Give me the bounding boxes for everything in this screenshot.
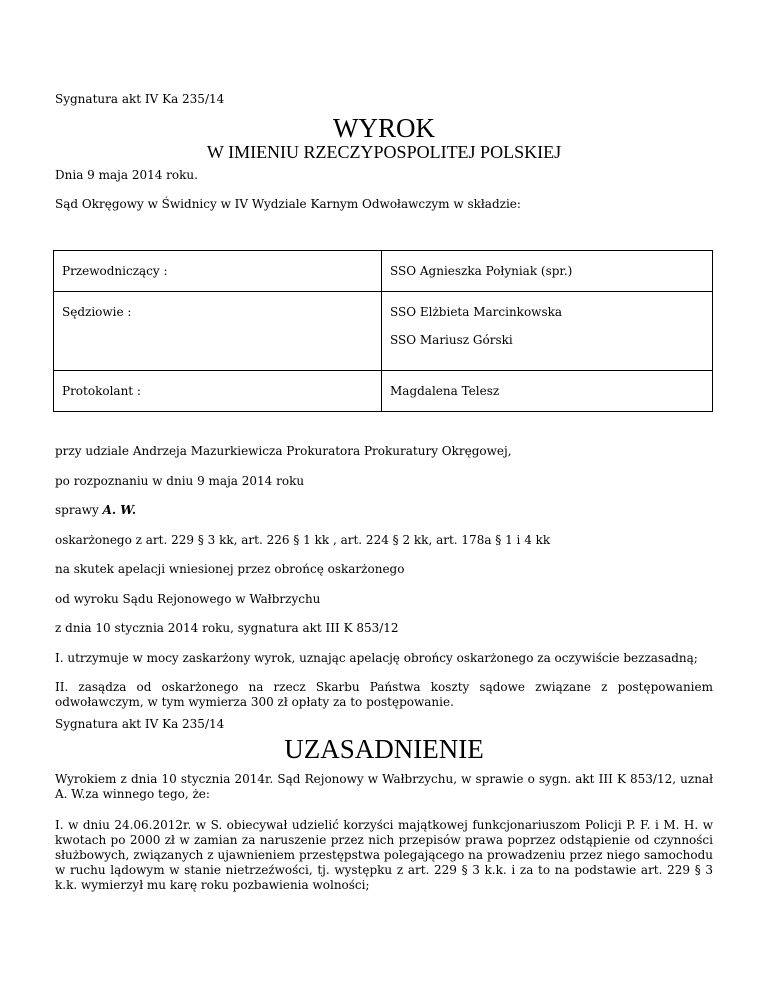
document-subtitle: W IMIENIU RZECZYPOSPOLITEJ POLSKIEJ xyxy=(206,142,562,162)
date-signature-line: z dnia 10 stycznia 2014 roku, sygnatura akt III K 853/12 xyxy=(55,621,399,635)
judges-label: Sędziowie : xyxy=(62,305,132,319)
verdict-point-2: II. zasądza od oskarżonego na rzecz Skarbu Państwa koszty sądowe związane z postępowaniem odwoławczym, w tym wymierza 300 zł opłaty za to postępowanie. xyxy=(55,680,713,709)
judge-2-name: SSO Mariusz Górski xyxy=(390,333,513,347)
judgment-line: od wyroku Sądu Rejonowego w Wałbrzychu xyxy=(55,592,321,606)
heard-line: po rozpoznaniu w dniu 9 maja 2014 roku xyxy=(55,474,305,488)
table-row xyxy=(54,251,713,292)
reasons-intro: Wyrokiem z dnia 10 stycznia 2014r. Sąd Rejonowy w Wałbrzychu, w sprawie o sygn. akt III K 853/12, uznał A. W.za winnego tego, że: xyxy=(55,772,713,801)
reasons-point-1: I. w dniu 24.06.2012r. w S. obiecywał udzielić korzyści majątkowej funkcjonariuszom Policji P. F. i M. H. w kwotach po 2000 zł w zamian za naruszenie przez nich przepisów prawa poprzez odstąpienie od czynności służbowych, związanych z ujawnieniem przestępstwa polegającego na prowadzeniu przez niego samochodu w ruchu lądowym w stanie nietrzeźwości, tj. występku z art. 229 § 3 k.k. i za to na podstawie art. 229 § 3 k.k. wymierzył mu karę roku pozbawienia wolności; xyxy=(55,818,713,892)
defendant-name: A. W. xyxy=(102,503,137,517)
panel-table xyxy=(53,250,713,412)
reasons-title: UZASADNIENIE xyxy=(284,734,484,764)
appeal-line: na skutek apelacji wniesionej przez obrońcę oskarżonego xyxy=(55,562,405,576)
court-line: Sąd Okręgowy w Świdnicy w IV Wydziale Karnym Odwoławczym w składzie: xyxy=(55,197,521,211)
date-line: Dnia 9 maja 2014 roku. xyxy=(55,168,198,182)
case-signature-bottom: Sygnatura akt IV Ka 235/14 xyxy=(55,717,225,731)
table-row xyxy=(54,292,713,371)
table-row xyxy=(54,371,713,412)
judge-1-name: SSO Elżbieta Marcinkowska xyxy=(390,305,563,319)
document-title: WYROK xyxy=(333,113,435,143)
case-signature: Sygnatura akt IV Ka 235/14 xyxy=(55,92,225,106)
chair-label: Przewodniczący : xyxy=(62,264,168,278)
charges-line: oskarżonego z art. 229 § 3 kk, art. 226 § 1 kk , art. 224 § 2 kk, art. 178a § 1 i 4 kk xyxy=(55,533,551,547)
clerk-label: Protokolant : xyxy=(62,384,141,398)
chair-name: SSO Agnieszka Połyniak (spr.) xyxy=(390,264,573,278)
verdict-point-1: I. utrzymuje w mocy zaskarżony wyrok, uznając apelację obrońcy oskarżonego za oczywiście bezzasadną; xyxy=(55,651,698,665)
case-line xyxy=(55,503,136,518)
prosecutor-line: przy udziale Andrzeja Mazurkiewicza Prokuratora Prokuratury Okręgowej, xyxy=(55,444,512,458)
clerk-name: Magdalena Telesz xyxy=(390,384,500,398)
case-prefix: sprawy xyxy=(55,503,103,517)
